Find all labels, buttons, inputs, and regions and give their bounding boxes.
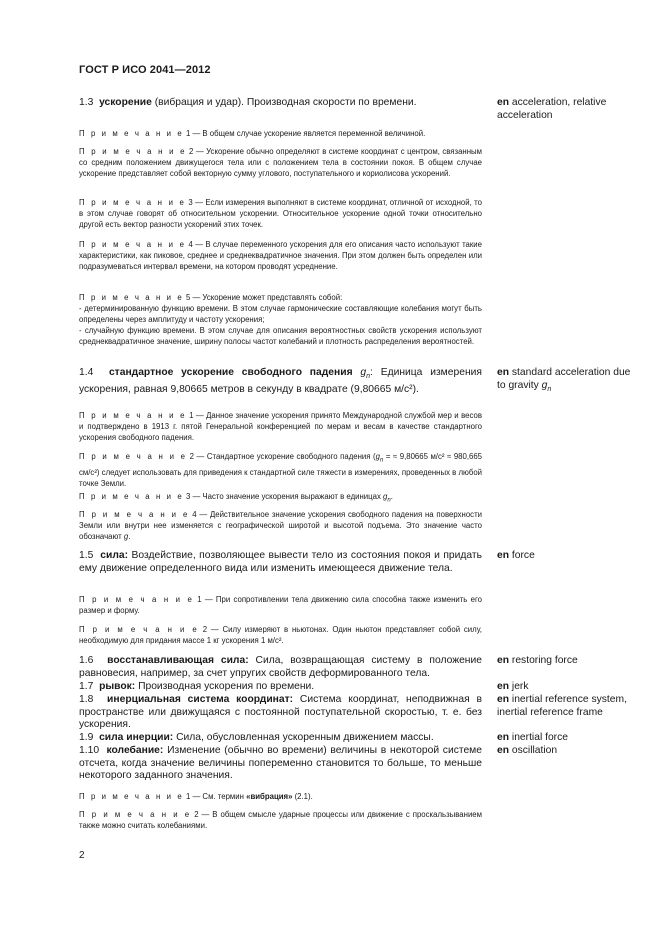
page-header: ГОСТ Р ИСО 2041—2012 [79,64,211,76]
en-equivalent: acceleration, relative acceleration [497,97,607,121]
term-name: восстанавливающая сила: [107,655,249,666]
term-definition: Воздействие, позволяющее вывести тело из состояния покоя и придать ему движение определенного вида или изменить имеющееся движение тела. [79,550,482,574]
note-1-3-2: П р и м е ч а н и е 2 — Ускорение обычно определяют в системе координат с центром, связанным со средним положением движущегося тела или с положением тела в состоянии покоя. В общем случае ускорение представляет собой векторную сумму углового, поступательного и кориолисова ускорений. [79,147,482,178]
en-term-1-9: en inertial force [497,732,568,743]
term-definition: (вибрация и удар). Производная скорости по времени. [151,97,417,108]
note-1-4-1: П р и м е ч а н и е 1 — Данное значение ускорения принято Международной службой мер и весов и подтверждено в 1913 г. пятой Генеральной конференцией по мерам и весам в качестве стандартного ускорения свободного падения. [79,411,482,442]
term-number: 1.3 [79,97,94,108]
term-name: колебание: [106,745,164,756]
term-1-3 [79,97,482,110]
term-definition: : Единица измерения ускорения, равная 9,80665 метров в секунду в квадрате (9,80665 м/с²). [79,367,482,395]
term-definition: Производная ускорения по времени. [135,681,315,692]
note-1-3-3: П р и м е ч а н и е 3 — Если измерения выполняют в системе координат, отличной от исходной, то в этом случае говорят об относительном ускорении. Относительное ускорение одной точки относительно другой есть вектор разности ускорений этих точек. [79,198,482,229]
note-1-10-1: П р и м е ч а н и е 1 — См. термин «вибрация» (2.1). [79,792,313,801]
note-1-10-2: П р и м е ч а н и е 2 — В общем смысле ударные процессы или движение с проскальзыванием также можно считать колебаниями. [79,810,482,830]
note-1-4-3: П р и м е ч а н и е 3 — Часто значение ускорения выражают в единицах $g_n$. [79,492,393,504]
term-name: рывок: [99,681,136,692]
note-1-5-1: П р и м е ч а н и е 1 — При сопротивлении тела движению сила способна также изменить его размер и форму. [79,595,482,615]
term-name: ускорение [99,97,152,108]
term-name: инерциальная система координат: [107,694,294,705]
en-term-1-7: en jerk [497,681,529,692]
en-term-1-4: en standard acceleration due to gravity $g_n$ [497,367,631,393]
term-definition: Сила, возвращающая систему в положение равновесия, например, за счет упругих свойств деформированного тела. [79,655,482,679]
note-1-4-2: П р и м е ч а н и е 2 — Стандартное ускорение свободного падения ($g_n$ = ≈ 9,80665 м/с² ≈ 980,665 см/с²) следует использовать для приведения к стандартной силе тяжести в измерениях, проведенных в любой точке Земли. [79,452,483,488]
term-definition: Сила, обусловленная ускоренным движением массы. [173,732,434,743]
en-term-1-6: en restoring force [497,655,578,666]
term-definition: Изменение (обычно во времени) величины в некоторой системе отсчета, когда значение величины попеременно становится то больше, то меньше некоторого заданного значения. [79,745,482,782]
term-definition: Система координат, неподвижная в пространстве или движущаяся с постоянной поступательной скоростью, т. е. без ускорения. [79,694,482,731]
term-1-4: 1.4 стандартное ускорение свободного падения $g_n$: Единица измерения ускорения, равная 9,80665 метров в секунду в квадрате (9,80665 м/с²). [79,367,482,395]
term-1-6: 1.6 восстанавливающая сила: Сила, возвращающая систему в положение равновесия, например, за счет упругих свойств деформированного тела. [79,655,482,679]
note-1-3-4: П р и м е ч а н и е 4 — В случае переменного ускорения для его описания часто используют такие характеристики, как пиковое, среднее и среднеквадратичное значения. При этом должен быть определен или подразумеваться интервал времени, на котором проводят усреднение. [79,240,482,271]
note-1-5-2: П р и м е ч а н и е 2 — Силу измеряют в ньютонах. Один ньютон представляет собой силу, необходимую для придания массе 1 кг ускорения 1 м/с². [79,625,482,645]
term-1-10: 1.10 колебание: Изменение (обычно во времени) величины в некоторой системе отсчета, когда значение величины попеременно становится то больше, то меньше некоторого заданного значения. [79,745,482,782]
term-name: стандартное ускорение свободного падения [108,367,353,378]
en-term-1-10: en oscillation [497,745,558,756]
note-1-3-5: П р и м е ч а н и е 5 — Ускорение может представлять собой: - детерминированную функцию времени. В этом случае гармонические составляющие колебания могут быть определены через амплитуду и частоту ускорения; - случайную функцию времени. В этом случае для описания вероятностных свойств ускорения используют среднеквадратичное значение, ширину полосы частот колебаний и плотность распределения вероятностей. [79,293,482,346]
term-name: сила: [100,550,129,561]
en-term-1-8: en inertial reference system, inertial reference frame [497,694,627,718]
en-term-1-3: en acceleration, relative acceleration [497,97,607,121]
en-term-1-5: en force [497,550,535,561]
note-1-3-1: П р и м е ч а н и е 1 — В общем случае ускорение является переменной величиной. [79,129,426,138]
page-number: 2 [79,850,85,861]
term-1-9: 1.9 сила инерции: Сила, обусловленная ускоренным движением массы. [79,732,434,743]
term-1-8: 1.8 инерциальная система координат: Система координат, неподвижная в пространстве или движущаяся с постоянной поступательной скоростью, т. е. без ускорения. [79,694,482,731]
term-1-5: 1.5 сила: Воздействие, позволяющее вывести тело из состояния покоя и придать ему движение определенного вида или изменить имеющееся движение тела. [79,550,482,574]
term-1-7: 1.7 рывок: Производная ускорения по времени. [79,681,315,692]
note-1-4-4: П р и м е ч а н и е 4 — Действительное значение ускорения свободного падения на поверхности Земли или внутри нее изменяется с географической широтой и высотой подъема. Это значение часто обозначают g. [79,510,482,541]
term-name: сила инерции: [99,732,174,743]
